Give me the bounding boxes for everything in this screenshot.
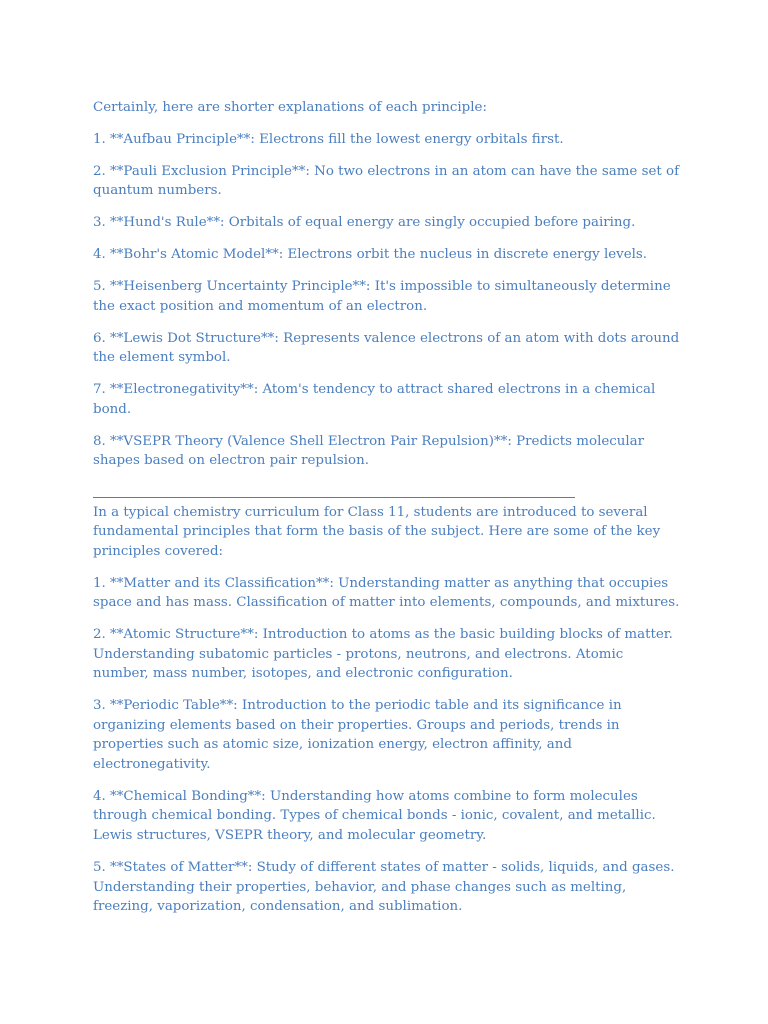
principle-item: 3. **Hund's Rule**: Orbitals of equal energy are singly occupied before pairing.: [93, 215, 636, 231]
curriculum-item: 3. **Periodic Table**: Introduction to the periodic table and its significance in organizing elements based on their properties. Groups and periods, trends in properties such as atomic size, ionization energy, electron affinity, and electronegativity.: [93, 698, 622, 772]
principle-item: 5. **Heisenberg Uncertainty Principle**: It's impossible to simultaneously determine the exact position and momentum of an electron.: [93, 279, 671, 314]
document-body: [93, 98, 683, 929]
principle-item: 7. **Electronegativity**: Atom's tendency to attract shared electrons in a chemical bond.: [93, 382, 656, 417]
principle-item: 8. **VSEPR Theory (Valence Shell Electron Pair Repulsion)**: Predicts molecular shapes based on electron pair repulsion.: [93, 433, 645, 469]
curriculum-item: 5. **States of Matter**: Study of different states of matter - solids, liquids, and gases. Understanding their properties, behavior, and phase changes such as melting, freezing, vaporization, condensation, and sublimation.: [93, 859, 675, 915]
section-divider: [93, 483, 683, 503]
principle-item: 2. **Pauli Exclusion Principle**: No two electrons in an atom can have the same set of quantum numbers.: [93, 163, 680, 199]
divider-line: [93, 497, 575, 498]
section2-intro-text: In a typical chemistry curriculum for Class 11, students are introduced to several fundamental principles that form the basis of the subject. Here are some of the key principles covered:: [93, 504, 661, 559]
principle-item: 4. **Bohr's Atomic Model**: Electrons orbit the nucleus in discrete energy levels.: [93, 247, 648, 263]
intro-text: Certainly, here are shorter explanations of each principle:: [93, 100, 487, 115]
principle-item: 6. **Lewis Dot Structure**: Represents valence electrons of an atom with dots around the element symbol.: [93, 330, 680, 366]
curriculum-item: 1. **Matter and its Classification**: Understanding matter as anything that occupies space and has mass. Classification of matter into elements, compounds, and mixtures.: [93, 575, 680, 611]
curriculum-item: 4. **Chemical Bonding**: Understanding how atoms combine to form molecules through chemical bonding. Types of chemical bonds - ionic, covalent, and metallic. Lewis structures, VSEPR theory, and molecular geometry.: [93, 788, 656, 844]
curriculum-item: 2. **Atomic Structure**: Introduction to atoms as the basic building blocks of matter. Understanding subatomic particles - protons, neutrons, and electrons. Atomic number, mass number, isotopes, and electronic configuration.: [93, 627, 673, 682]
principle-item: 1. **Aufbau Principle**: Electrons fill the lowest energy orbitals first.: [93, 131, 564, 147]
